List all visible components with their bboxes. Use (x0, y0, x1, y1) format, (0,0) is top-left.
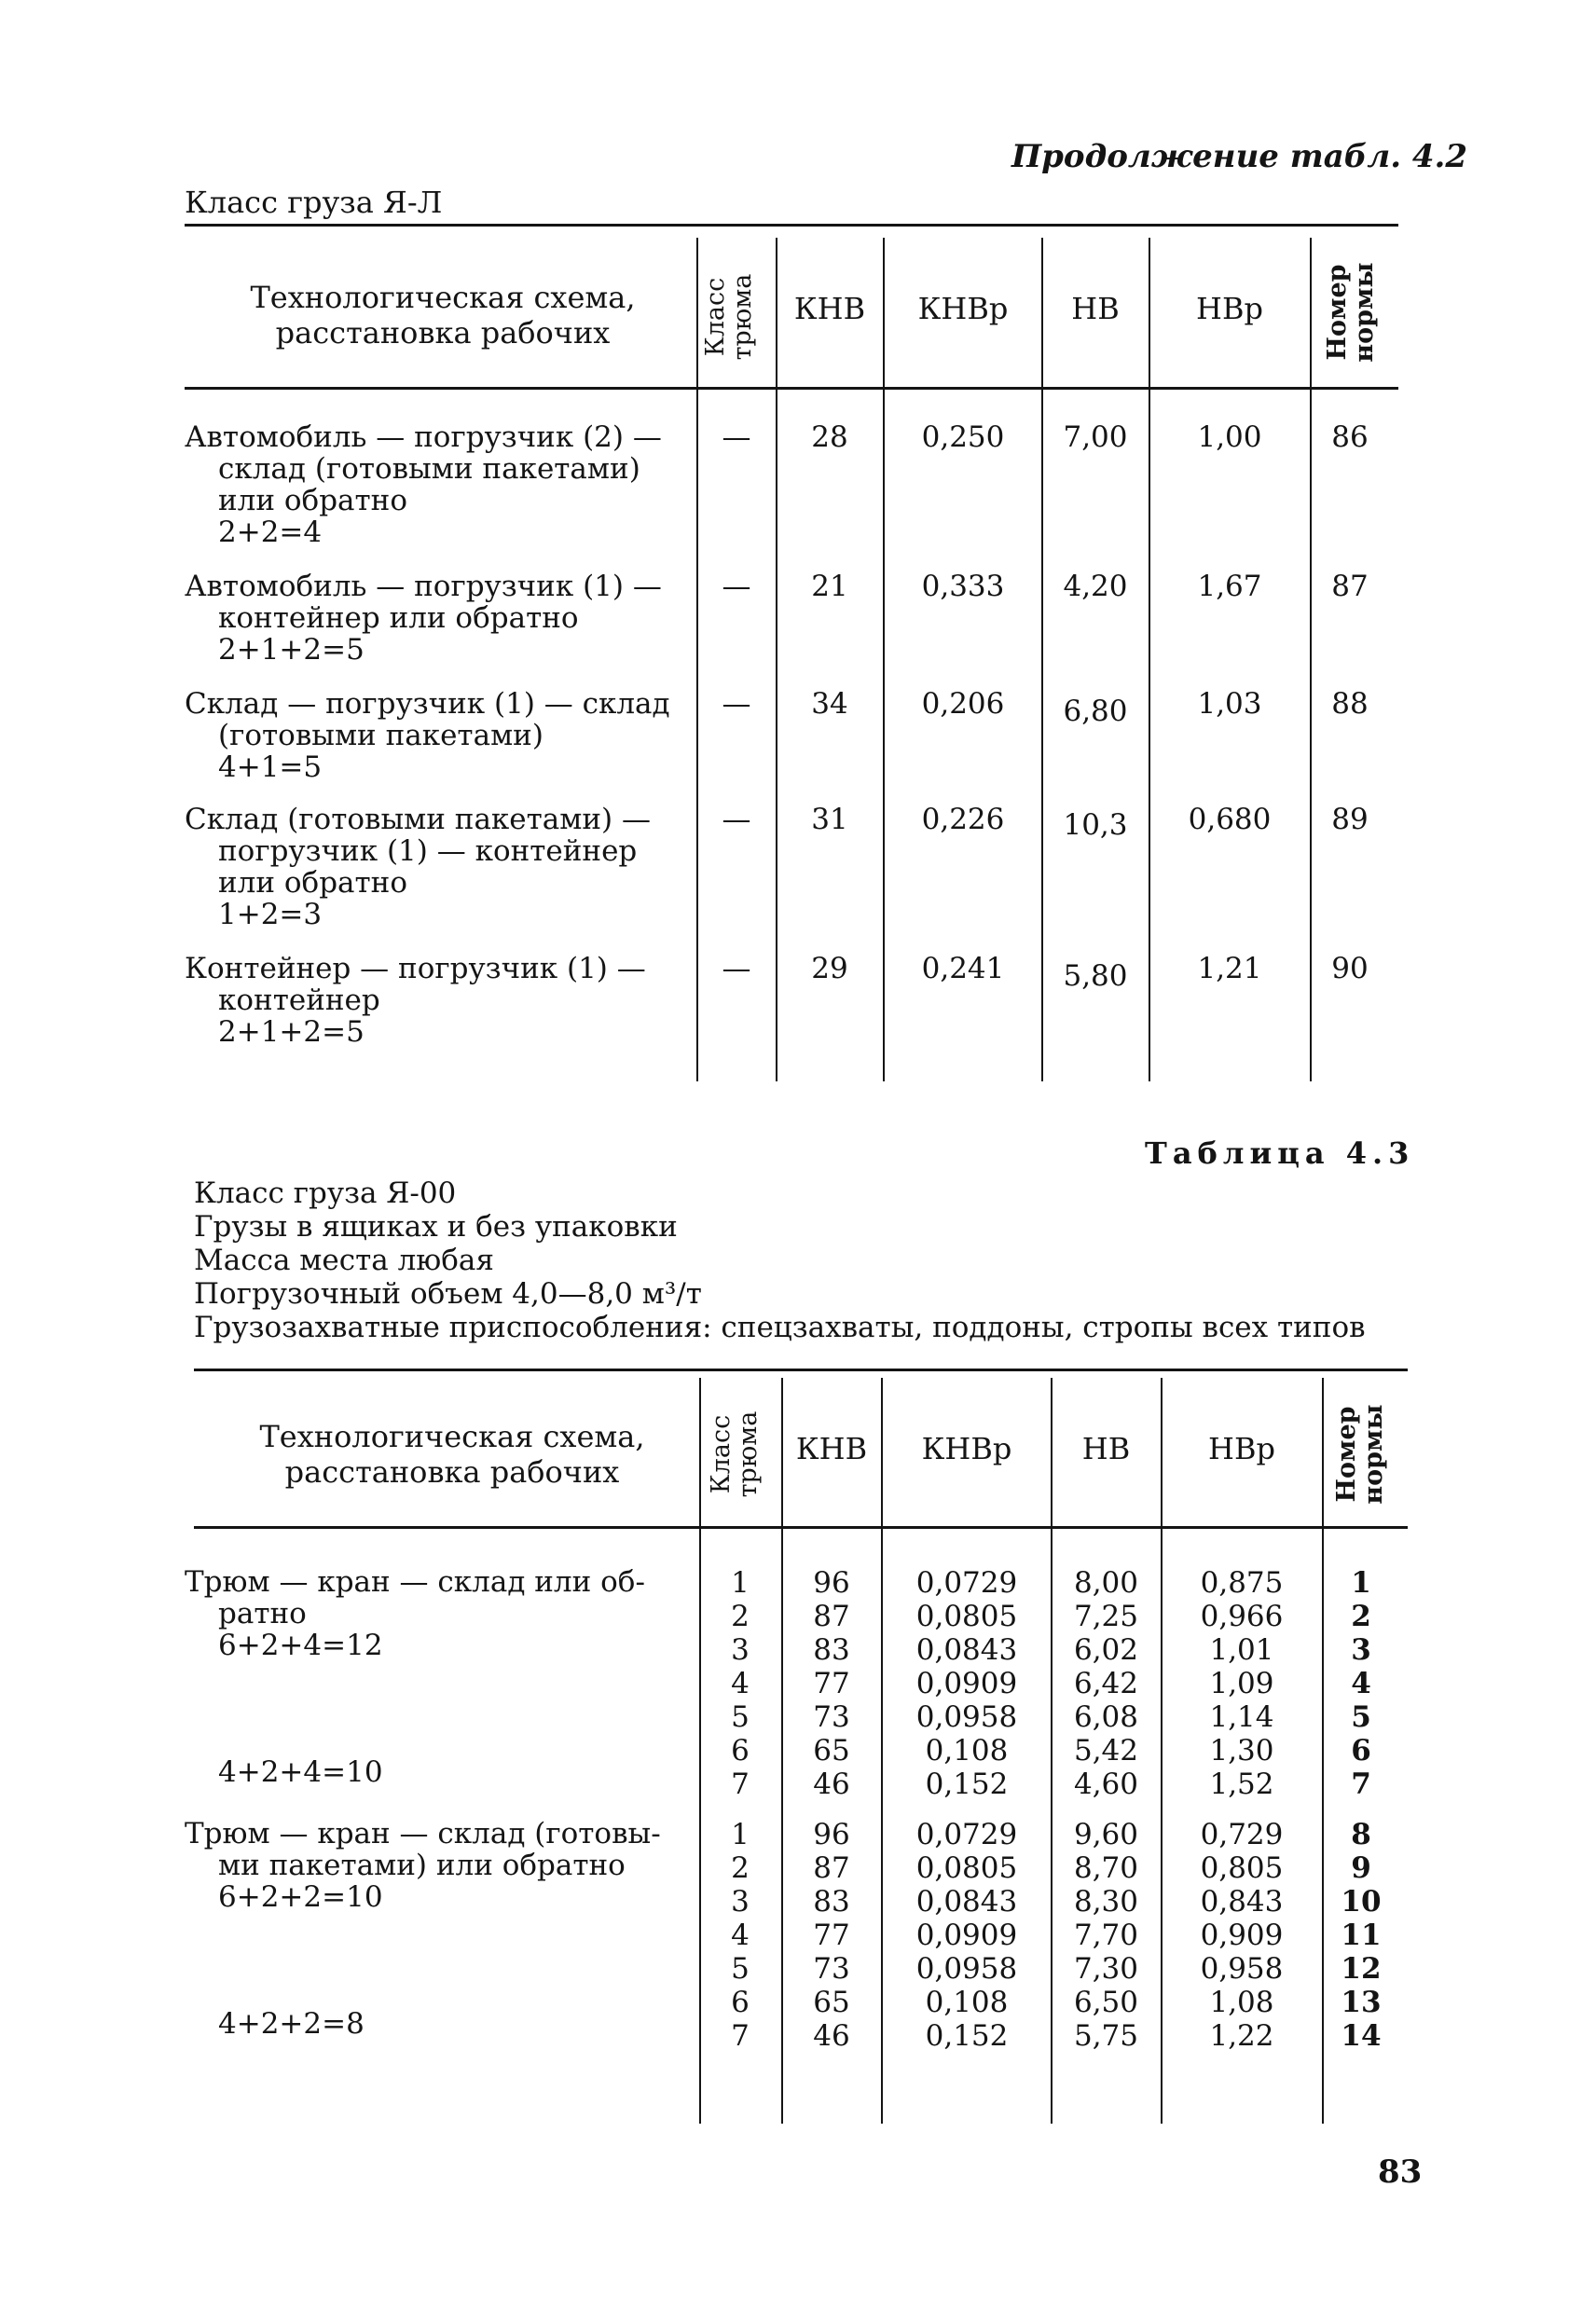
table2-group-1-nv: 8,00 7,25 6,02 6,42 6,08 5,42 4,60 (1073, 1566, 1139, 1801)
table1-header-knv: КНВ (793, 291, 866, 326)
table1-row-3-nv: 6,80 (1063, 695, 1128, 728)
table2-group-2-nvr: 0,729 0,805 0,843 0,909 0,958 1,08 1,22 (1200, 1818, 1284, 2053)
table1-row-3-knvr: 0,206 (921, 687, 1005, 721)
table1-row-2-scheme: Автомобиль — погрузчик (1) — контейнер или обратно 2+1+2=5 (185, 570, 662, 667)
table1-header-rule (185, 387, 1398, 390)
caption-mass: Масса места любая (194, 1244, 494, 1277)
table1-row-3-nvr: 1,03 (1197, 687, 1262, 721)
table1-row-4-knvr: 0,226 (921, 803, 1005, 836)
table2-header-scheme: Технологическая схема, расстановка рабочих (259, 1419, 645, 1490)
table2-group-1-nvr: 0,875 0,966 1,01 1,09 1,14 1,30 1,52 (1200, 1566, 1284, 1801)
table2-header-knv: КНВ (795, 1431, 868, 1466)
table2-header-nv: НВ (1081, 1431, 1131, 1466)
table1-row-5-nv: 5,80 (1063, 959, 1128, 993)
table1-row-4-hold: — (722, 803, 751, 836)
table1-row-1-knvr: 0,250 (921, 420, 1005, 454)
continuation-note: Продолжение табл. 4.2 (1011, 138, 1468, 175)
table1-header-nvr: НВр (1196, 291, 1263, 326)
table1-row-3-hold: — (722, 687, 751, 721)
table2-group-2-scheme: Трюм — кран — склад (готовы- ми пакетами) или обратно 6+2+2=10 (185, 1817, 661, 1914)
table1-header-knvr: КНВр (917, 291, 1009, 326)
table2-header-norm-no: Номер нормы (1332, 1404, 1388, 1505)
table1-col-divider (1149, 238, 1150, 1081)
table1-row-1-nv: 7,00 (1063, 420, 1128, 454)
table2-group-1-knv: 96 87 83 77 73 65 46 (813, 1566, 850, 1801)
table2-col-divider (881, 1378, 883, 2124)
table2-header-hold-class: Класс трюма (707, 1410, 763, 1498)
table1-row-3-scheme: Склад — погрузчик (1) — склад (готовыми пакетами) 4+1=5 (185, 687, 670, 784)
table1-header-hold-class: Класс трюма (701, 273, 757, 361)
page-number: 83 (1378, 2153, 1423, 2191)
table1-header-norm-no: Номер нормы (1323, 262, 1379, 363)
table1-row-4-nvr: 0,680 (1188, 803, 1272, 836)
table1-row-1-knv: 28 (811, 420, 848, 454)
table1-row-4-no: 89 (1331, 803, 1369, 836)
table1-col-divider (883, 238, 885, 1081)
cargo-class-label: Класс груза Я-Л (185, 185, 443, 220)
table1-row-5-knvr: 0,241 (921, 952, 1005, 985)
table2-group-2-no: 8 9 10 11 12 13 14 (1341, 1818, 1382, 2053)
table1-row-2-knvr: 0,333 (921, 570, 1005, 603)
table2-group-1-knvr: 0,0729 0,0805 0,0843 0,0909 0,0958 0,108 0,152 (915, 1566, 1018, 1801)
caption-volume: Погрузочный объем 4,0—8,0 м³/т (194, 1277, 702, 1311)
caption-gear: Грузозахватные приспособления: спецзахваты, поддоны, стропы всех типов (194, 1311, 1366, 1344)
table2-group-1-no: 1 2 3 4 5 6 7 (1351, 1566, 1371, 1801)
table1-row-2-nvr: 1,67 (1197, 570, 1262, 603)
table1-row-5-hold: — (722, 952, 751, 985)
table1-col-divider (1041, 238, 1043, 1081)
table1-row-1-no: 86 (1331, 420, 1369, 454)
table2-group-2-knvr: 0,0729 0,0805 0,0843 0,0909 0,0958 0,108 0,152 (915, 1818, 1018, 2053)
table1-row-3-knv: 34 (811, 687, 848, 721)
caption-cargo-class: Класс груза Я-00 (194, 1176, 457, 1210)
caption-cargo-type: Грузы в ящиках и без упаковки (194, 1210, 678, 1244)
table1-row-5-nvr: 1,21 (1197, 952, 1262, 985)
table2-top-rule (194, 1369, 1408, 1371)
table1-row-4-scheme: Склад (готовыми пакетами) — погрузчик (1) — контейнер или обратно 1+2=3 (185, 803, 651, 931)
table2-caption (194, 1176, 1366, 1344)
table2-group-2-scheme-alt: 4+2+2=8 (218, 2007, 365, 2041)
table1-row-4-knv: 31 (811, 803, 848, 836)
table1-row-4-nv: 10,3 (1063, 808, 1128, 842)
table1-row-3-no: 88 (1331, 687, 1369, 721)
table1-row-2-no: 87 (1331, 570, 1369, 603)
table2-group-2-knv: 96 87 83 77 73 65 46 (813, 1818, 850, 2053)
table2-header-nvr: НВр (1208, 1431, 1275, 1466)
table2-header-knvr: КНВр (921, 1431, 1012, 1466)
table2-group-1-scheme-alt: 4+2+4=10 (218, 1755, 383, 1789)
table2-group-2-hold: 1 2 3 4 5 6 7 (731, 1818, 750, 2053)
table2-group-1-hold: 1 2 3 4 5 6 7 (731, 1566, 750, 1801)
table1-row-1-scheme: Автомобиль — погрузчик (2) — склад (готовыми пакетами) или обратно 2+2=4 (185, 420, 662, 549)
table1-row-2-nv: 4,20 (1063, 570, 1128, 603)
table2-group-2-nv: 9,60 8,70 8,30 7,70 7,30 6,50 5,75 (1073, 1818, 1139, 2053)
table-label: Таблица 4.3 (1145, 1135, 1415, 1171)
table1-top-rule (185, 224, 1398, 227)
table1-row-5-no: 90 (1331, 952, 1369, 985)
table1-row-2-hold: — (722, 570, 751, 603)
table1-header-nv: НВ (1071, 291, 1120, 326)
table1-row-5-scheme: Контейнер — погрузчик (1) — контейнер 2+1+2=5 (185, 952, 646, 1049)
table1-row-2-knv: 21 (811, 570, 848, 603)
table1-row-5-knv: 29 (811, 952, 848, 985)
table1-row-1-nvr: 1,00 (1197, 420, 1262, 454)
table1-header-scheme: Технологическая схема, расстановка рабочих (250, 280, 636, 351)
table1-row-1-hold: — (722, 420, 751, 454)
table2-header-rule (194, 1526, 1408, 1529)
table1-col-divider (1310, 238, 1312, 1081)
table2-group-1-scheme: Трюм — кран — склад или об- ратно 6+2+4=12 (185, 1565, 645, 1662)
